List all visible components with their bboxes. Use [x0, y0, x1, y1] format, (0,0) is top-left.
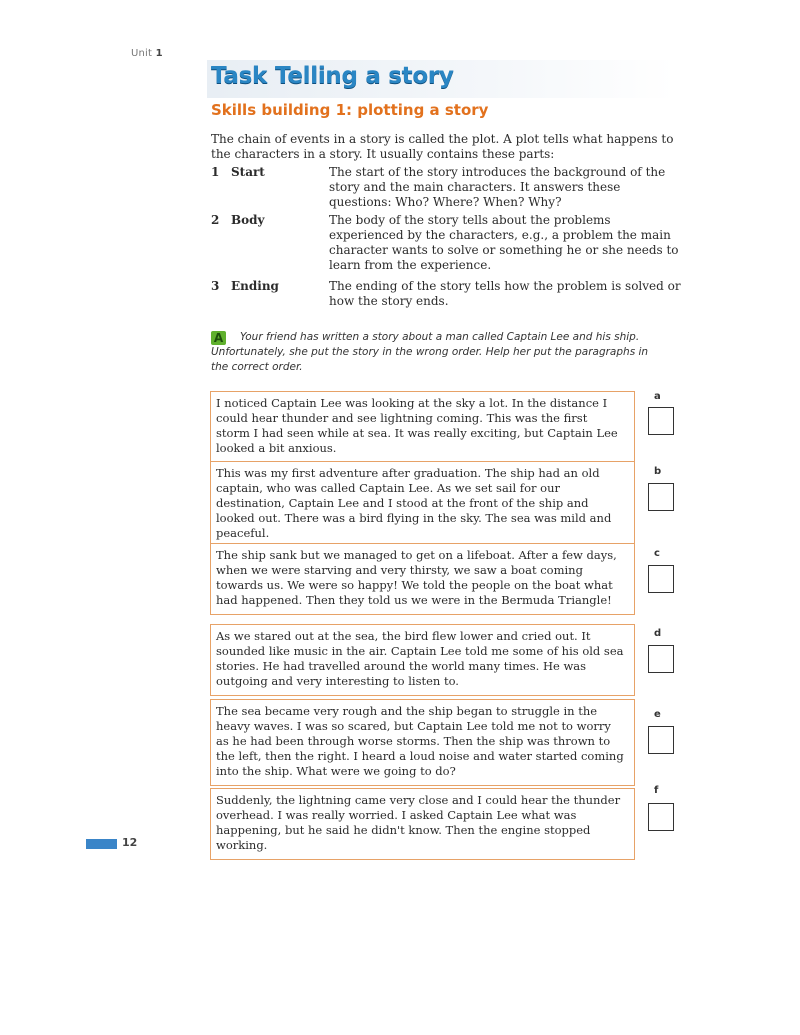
part-description: The ending of the story tells how the problem is solved or how the story ends. [329, 279, 681, 308]
paragraph-letter-e: e [654, 709, 661, 720]
page-number: 12 [122, 836, 138, 849]
part-description: The start of the story introduces the background of the story and the main characters. It answers these questions: Who? Where? When? Why? [329, 165, 666, 209]
answer-box-a[interactable] [648, 407, 674, 435]
unit-label [131, 48, 163, 59]
part-number: 3 [211, 279, 220, 293]
instruction-text: Your friend has written a story about a man called Captain Lee and his ship. Unfortunately, she put the story in the wrong order. Help her put the paragraphs in the correct order. [211, 331, 649, 373]
paragraph-letter-a: a [654, 391, 661, 402]
exercise-instruction [211, 330, 661, 375]
plot-part-body [211, 213, 686, 279]
paragraph-letter-c: c [654, 548, 660, 559]
answer-box-f[interactable] [648, 803, 674, 831]
story-paragraph-d: As we stared out at the sea, the bird flew lower and cried out. It sounded like music in the air. Captain Lee told me some of his old sea stories. He had travelled around the world many times. He was outgoing and very interesting to listen to. [210, 624, 635, 696]
part-name: Body [231, 213, 265, 227]
story-paragraph-b: This was my first adventure after graduation. The ship had an old captain, who was called Captain Lee. As we set sail for our destination, Captain Lee and I stood at the front of the ship and looked out. There was a bird flying in the sky. The sea was mild and peaceful. [210, 461, 635, 548]
story-paragraph-e: The sea became very rough and the ship began to struggle in the heavy waves. I was so scared, but Captain Lee told me not to worry as he had been through worse storms. Then the ship was thrown to the left, then the right. I heard a loud noise and water started coming into the ship. What were we going to do? [210, 699, 635, 786]
plot-part-start [211, 165, 686, 213]
task-label: Task [211, 63, 268, 89]
title-text: Telling a story [275, 63, 454, 89]
unit-number: 1 [155, 48, 163, 59]
story-paragraph-c: The ship sank but we managed to get on a lifeboat. After a few days, when we were starving and very thirsty, we saw a boat coming towards us. We were so happy! We told the people on the boat what had happened. Then they told us we were in the Bermuda Triangle! [210, 543, 635, 615]
answer-box-c[interactable] [648, 565, 674, 593]
part-name: Ending [231, 279, 279, 293]
exercise-badge: A [211, 331, 226, 345]
part-number: 1 [211, 165, 220, 179]
plot-part-ending [211, 279, 686, 309]
paragraph-letter-f: f [654, 785, 659, 796]
intro-text: The chain of events in a story is called the plot. A plot tells what happens to the characters in a story. It usually contains these parts: [211, 132, 674, 161]
story-paragraph-a: I noticed Captain Lee was looking at the sky a lot. In the distance I could hear thunder and see lightning coming. This was the first storm I had seen while at sea. It was really exciting, but Captain Lee looked a bit anxious. [210, 391, 635, 463]
section-subtitle: Skills building 1: plotting a story [211, 101, 489, 119]
part-number: 2 [211, 213, 220, 227]
unit-word: Unit [131, 48, 153, 59]
story-paragraph-f: Suddenly, the lightning came very close and I could hear the thunder overhead. I was really worried. I asked Captain Lee what was happening, but he said he didn't know. Then the engine stopped working. [210, 788, 635, 860]
answer-box-e[interactable] [648, 726, 674, 754]
answer-box-b[interactable] [648, 483, 674, 511]
part-name: Start [231, 165, 265, 179]
page-number-bar [86, 839, 117, 849]
part-description: The body of the story tells about the problems experienced by the characters, e.g., a problem the main character wants to solve or something he or she needs to learn from the experience. [329, 213, 679, 272]
plot-parts-list [211, 165, 686, 309]
paragraph-letter-d: d [654, 628, 662, 639]
page-title [211, 63, 454, 89]
paragraph-letter-b: b [654, 466, 662, 477]
answer-box-d[interactable] [648, 645, 674, 673]
